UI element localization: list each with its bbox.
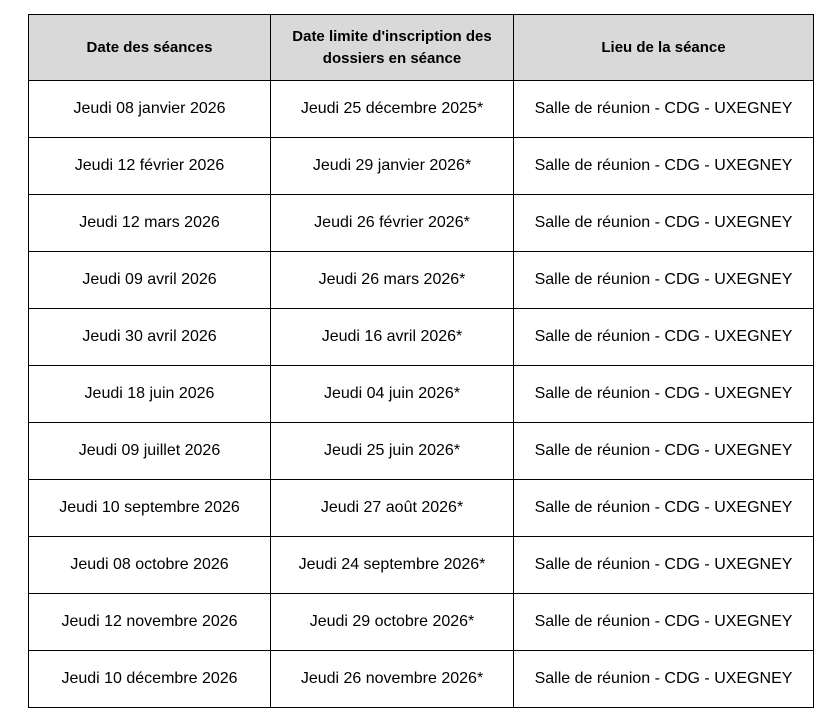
cell-session-date: Jeudi 12 février 2026 <box>29 138 271 195</box>
cell-session-location: Salle de réunion - CDG - UXEGNEY <box>514 81 814 138</box>
cell-registration-deadline: Jeudi 24 septembre 2026* <box>271 537 514 594</box>
table-row <box>29 651 814 708</box>
cell-session-date: Jeudi 12 novembre 2026 <box>29 594 271 651</box>
cell-session-location: Salle de réunion - CDG - UXEGNEY <box>514 651 814 708</box>
cell-session-date: Jeudi 08 janvier 2026 <box>29 81 271 138</box>
table-row <box>29 195 814 252</box>
cell-registration-deadline: Jeudi 26 février 2026* <box>271 195 514 252</box>
header-registration-deadline: Date limite d'inscription des dossiers en séance <box>271 15 514 81</box>
cell-registration-deadline: Jeudi 04 juin 2026* <box>271 366 514 423</box>
cell-session-location: Salle de réunion - CDG - UXEGNEY <box>514 309 814 366</box>
table-row <box>29 252 814 309</box>
table-header <box>29 15 814 81</box>
cell-session-date: Jeudi 09 juillet 2026 <box>29 423 271 480</box>
cell-session-date: Jeudi 30 avril 2026 <box>29 309 271 366</box>
table-row <box>29 537 814 594</box>
cell-session-date: Jeudi 09 avril 2026 <box>29 252 271 309</box>
header-row <box>29 15 814 81</box>
cell-session-date: Jeudi 10 septembre 2026 <box>29 480 271 537</box>
table-row <box>29 480 814 537</box>
table-row <box>29 366 814 423</box>
cell-session-location: Salle de réunion - CDG - UXEGNEY <box>514 537 814 594</box>
table-row <box>29 309 814 366</box>
table-row <box>29 594 814 651</box>
cell-registration-deadline: Jeudi 29 janvier 2026* <box>271 138 514 195</box>
cell-session-location: Salle de réunion - CDG - UXEGNEY <box>514 195 814 252</box>
cell-session-location: Salle de réunion - CDG - UXEGNEY <box>514 252 814 309</box>
table-row <box>29 423 814 480</box>
cell-session-location: Salle de réunion - CDG - UXEGNEY <box>514 423 814 480</box>
cell-session-date: Jeudi 18 juin 2026 <box>29 366 271 423</box>
table-row <box>29 81 814 138</box>
header-session-location: Lieu de la séance <box>514 15 814 81</box>
table-row <box>29 138 814 195</box>
cell-registration-deadline: Jeudi 25 décembre 2025* <box>271 81 514 138</box>
sessions-table <box>28 14 814 708</box>
cell-registration-deadline: Jeudi 26 mars 2026* <box>271 252 514 309</box>
cell-session-date: Jeudi 12 mars 2026 <box>29 195 271 252</box>
cell-session-location: Salle de réunion - CDG - UXEGNEY <box>514 594 814 651</box>
cell-registration-deadline: Jeudi 29 octobre 2026* <box>271 594 514 651</box>
cell-registration-deadline: Jeudi 26 novembre 2026* <box>271 651 514 708</box>
cell-session-date: Jeudi 08 octobre 2026 <box>29 537 271 594</box>
cell-session-location: Salle de réunion - CDG - UXEGNEY <box>514 138 814 195</box>
cell-registration-deadline: Jeudi 27 août 2026* <box>271 480 514 537</box>
cell-registration-deadline: Jeudi 25 juin 2026* <box>271 423 514 480</box>
cell-session-location: Salle de réunion - CDG - UXEGNEY <box>514 366 814 423</box>
cell-session-date: Jeudi 10 décembre 2026 <box>29 651 271 708</box>
table-body <box>29 81 814 708</box>
header-session-date: Date des séances <box>29 15 271 81</box>
cell-registration-deadline: Jeudi 16 avril 2026* <box>271 309 514 366</box>
cell-session-location: Salle de réunion - CDG - UXEGNEY <box>514 480 814 537</box>
